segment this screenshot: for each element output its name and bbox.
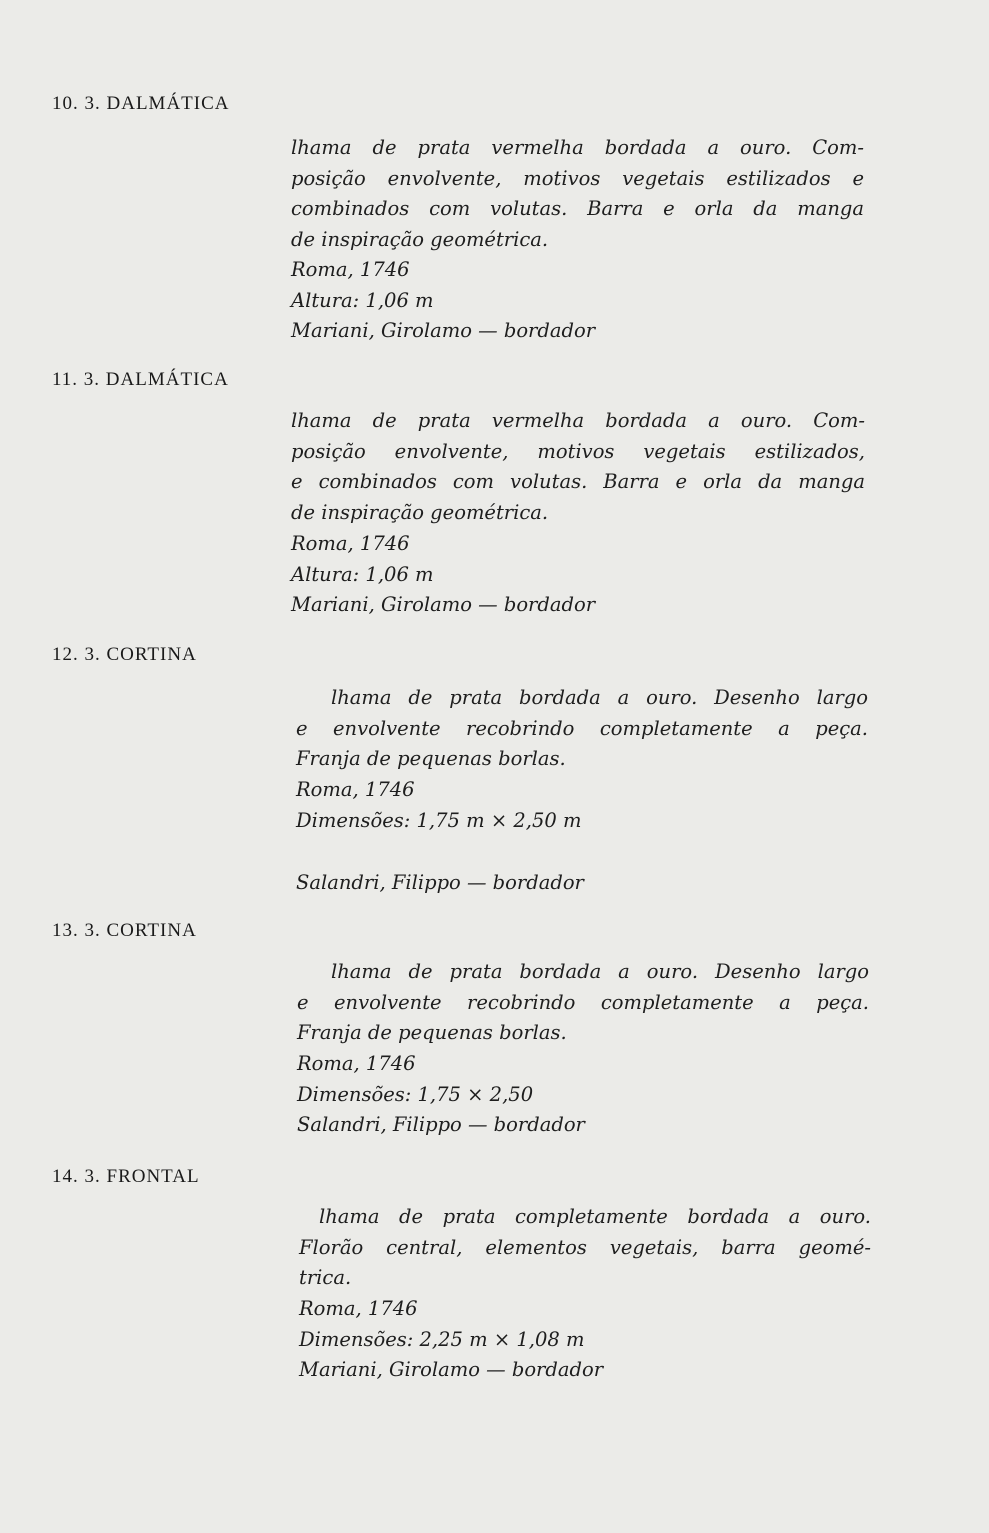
entry-author: Mariani, Girolamo — bordador [291, 593, 596, 616]
entry-details [296, 775, 584, 899]
entry-details [291, 255, 595, 347]
description-line: posição envolvente, motivos vegetais estilizados, [291, 439, 865, 463]
description-line: Franja de pequenas borlas. [297, 1021, 567, 1045]
entry-details [299, 1294, 603, 1386]
entry-place-date: Roma, 1746 [296, 778, 415, 801]
entry-description [296, 683, 868, 775]
description-line: Franja de pequenas borlas. [296, 747, 566, 771]
description-line: e envolvente recobrindo completamente a peça. [296, 716, 868, 740]
entry-place-date: Roma, 1746 [299, 1297, 418, 1320]
entry-description [299, 1202, 871, 1294]
entry-place-date: Roma, 1746 [291, 532, 410, 555]
description-line: lhama de prata completamente bordada a ouro. [319, 1205, 871, 1228]
entry-description [291, 133, 864, 256]
entry-dimension: Dimensões: 2,25 m × 1,08 m [299, 1327, 585, 1351]
description-line: e envolvente recobrindo completamente a peça. [297, 990, 869, 1014]
entry-dimension: Altura: 1,06 m [291, 288, 434, 312]
entry-author: Mariani, Girolamo — bordador [299, 1358, 604, 1381]
entry-heading: 10. 3. DALMÁTICA [52, 93, 230, 114]
entry-details [291, 529, 595, 621]
entry-heading: 11. 3. DALMÁTICA [52, 369, 229, 390]
description-line: lhama de prata bordada a ouro. Desenho largo [331, 960, 869, 983]
entry-heading: 14. 3. FRONTAL [52, 1166, 200, 1187]
entry-heading: 12. 3. CORTINA [52, 644, 197, 665]
entry-details [297, 1049, 585, 1141]
entry-dimension: Altura: 1,06 m [291, 562, 434, 586]
description-line: e combinados com volutas. Barra e orla da manga [291, 470, 865, 494]
description-line: lhama de prata vermelha bordada a ouro. Com- [291, 136, 864, 159]
description-line: combinados com volutas. Barra e orla da manga [291, 197, 864, 221]
entry-dimension: Dimensões: 1,75 m × 2,50 m [296, 808, 582, 832]
description-line: de inspiração geométrica. [291, 501, 549, 525]
entry-author: Salandri, Filippo — bordador [297, 1113, 585, 1136]
description-line: lhama de prata vermelha bordada a ouro. Com- [291, 409, 865, 432]
description-line: posição envolvente, motivos vegetais estilizados e [291, 166, 864, 190]
entry-description [297, 957, 869, 1049]
entry-place-date: Roma, 1746 [291, 258, 410, 281]
entry-author: Mariani, Girolamo — bordador [291, 319, 596, 342]
description-line: trica. [299, 1266, 352, 1290]
entry-heading: 13. 3. CORTINA [52, 920, 197, 941]
entry-dimension: Dimensões: 1,75 × 2,50 [297, 1082, 534, 1106]
description-line: Florão central, elementos vegetais, barra geomé- [299, 1235, 871, 1259]
description-line: lhama de prata bordada a ouro. Desenho largo [331, 686, 868, 709]
entry-description [291, 406, 865, 529]
entry-place-date: Roma, 1746 [297, 1052, 416, 1075]
entry-author: Salandri, Filippo — bordador [296, 871, 584, 894]
description-line: de inspiração geométrica. [291, 228, 549, 252]
